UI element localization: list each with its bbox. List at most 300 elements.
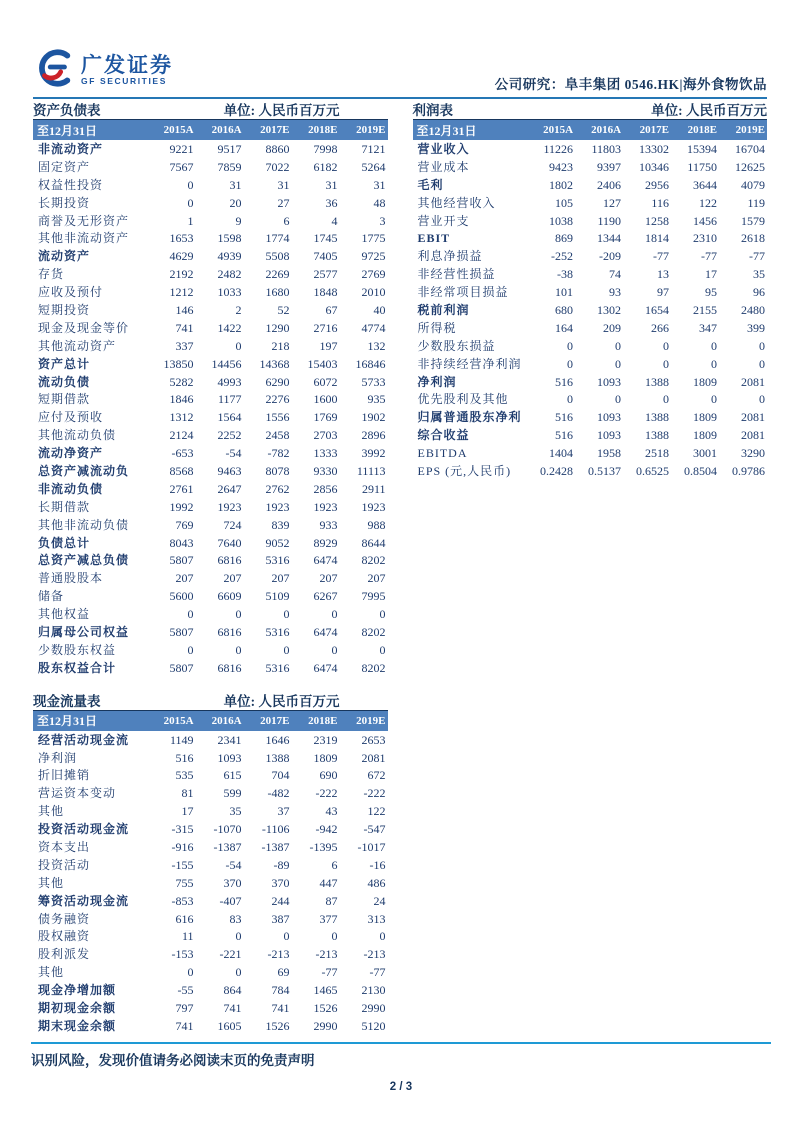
cell-value: 1190 bbox=[597, 213, 622, 228]
cell-value: 5120 bbox=[361, 1018, 386, 1033]
cell-value: 20 bbox=[229, 195, 242, 210]
cell-value: 7567 bbox=[169, 159, 194, 174]
cell-value: 2155 bbox=[692, 302, 717, 317]
cell-value: 37 bbox=[277, 804, 290, 819]
cell-value: -252 bbox=[551, 249, 574, 264]
table-row bbox=[33, 355, 388, 373]
cell-value: -55 bbox=[177, 983, 194, 998]
cell-value: -482 bbox=[267, 786, 290, 801]
row-label: 非流动负债 bbox=[38, 481, 104, 496]
cell-value: 1093 bbox=[597, 410, 622, 425]
cell-value: 377 bbox=[319, 911, 338, 926]
cell-value: 0 bbox=[615, 392, 622, 407]
cell-value: 0 bbox=[615, 356, 622, 371]
cell-value: 0 bbox=[710, 338, 717, 353]
cell-value: 2192 bbox=[169, 267, 194, 282]
cash-flow-title-bar bbox=[33, 693, 388, 711]
table-row bbox=[413, 319, 768, 337]
table-row bbox=[33, 999, 388, 1017]
cash-flow-table bbox=[33, 711, 388, 1035]
cell-value: 9423 bbox=[549, 159, 574, 174]
cell-value: 207 bbox=[319, 571, 338, 586]
table-row bbox=[33, 462, 388, 480]
cell-value: 7121 bbox=[361, 141, 386, 156]
cell-value: 8929 bbox=[313, 535, 338, 550]
cell-value: 2081 bbox=[741, 410, 765, 425]
cell-value: -942 bbox=[315, 822, 338, 837]
row-label: 其他流动资产 bbox=[38, 338, 117, 353]
table-title: 利润表 bbox=[412, 103, 453, 118]
cell-value: 347 bbox=[698, 320, 717, 335]
cell-value: 2896 bbox=[361, 428, 386, 443]
year-column-header: 2015A bbox=[148, 711, 196, 731]
row-label: 短期借款 bbox=[38, 392, 91, 407]
table-row bbox=[33, 945, 388, 963]
table-unit: 单位: 人民币百万元 bbox=[223, 693, 340, 709]
row-label: 税前利润 bbox=[417, 302, 470, 317]
cell-value: 0 bbox=[710, 392, 717, 407]
table-row bbox=[413, 229, 768, 247]
row-label: 营业收入 bbox=[417, 141, 470, 156]
cell-value: 74 bbox=[609, 267, 622, 282]
cell-value: 6 bbox=[331, 857, 338, 872]
cell-value: 2518 bbox=[644, 446, 669, 461]
cell-value: -1017 bbox=[357, 840, 386, 854]
cell-value: 1290 bbox=[265, 320, 290, 335]
cell-value: 1605 bbox=[217, 1018, 242, 1033]
cell-value: 741 bbox=[175, 1018, 194, 1033]
cell-value: 1923 bbox=[313, 499, 338, 514]
year-column-header: 2018E bbox=[291, 711, 339, 731]
cell-value: 9725 bbox=[361, 249, 386, 264]
cell-value: 1344 bbox=[597, 231, 622, 246]
cell-value: 9 bbox=[235, 213, 242, 228]
cell-value: 1775 bbox=[361, 231, 386, 246]
cell-value: -221 bbox=[219, 947, 242, 962]
row-label: 毛利 bbox=[417, 177, 444, 192]
row-label: 少数股东权益 bbox=[38, 642, 117, 657]
page-header bbox=[33, 54, 767, 94]
cell-value: 1809 bbox=[313, 750, 338, 765]
cell-value: 1038 bbox=[549, 213, 574, 228]
cell-value: 8202 bbox=[361, 553, 386, 568]
cell-value: -77 bbox=[700, 249, 717, 264]
row-label: 流动资产 bbox=[38, 249, 91, 264]
table-row bbox=[33, 623, 388, 641]
cell-value: 1422 bbox=[217, 320, 242, 335]
year-column-header: 2019E bbox=[339, 711, 387, 731]
cell-value: 9463 bbox=[217, 463, 242, 478]
row-label: 营运资本变动 bbox=[38, 786, 117, 801]
cell-value: -16 bbox=[369, 857, 386, 872]
cell-value: 0 bbox=[187, 177, 194, 192]
cell-value: 690 bbox=[319, 768, 338, 783]
cell-value: 935 bbox=[367, 392, 386, 407]
cell-value: 1774 bbox=[265, 231, 290, 246]
cell-value: -916 bbox=[171, 840, 194, 854]
income-statement-title-bar bbox=[413, 102, 768, 120]
cell-value: 535 bbox=[175, 768, 194, 783]
table-row bbox=[33, 569, 388, 587]
cell-value: 7022 bbox=[265, 159, 290, 174]
table-row bbox=[33, 265, 388, 283]
income-statement-section bbox=[413, 102, 768, 480]
cell-value: 69 bbox=[277, 965, 290, 980]
row-label: 投资活动现金流 bbox=[38, 822, 130, 837]
row-label: 权益性投资 bbox=[38, 177, 104, 192]
row-label: 流动负债 bbox=[38, 374, 91, 389]
cell-value: 0 bbox=[615, 338, 622, 353]
row-label: 综合收益 bbox=[417, 428, 470, 443]
cell-value: -153 bbox=[171, 947, 194, 962]
cell-value: -77 bbox=[749, 249, 765, 264]
cell-value: 1302 bbox=[597, 302, 622, 317]
row-label: 资本支出 bbox=[38, 840, 91, 854]
table-row bbox=[413, 158, 768, 176]
cell-value: 83 bbox=[229, 911, 242, 926]
cell-value: 6816 bbox=[217, 553, 242, 568]
cell-value: 0 bbox=[235, 929, 242, 944]
cell-value: 6474 bbox=[313, 553, 338, 568]
year-column-header: 2016A bbox=[196, 120, 244, 140]
cell-value: 516 bbox=[175, 750, 194, 765]
cell-value: 95 bbox=[704, 285, 717, 300]
cell-value: -853 bbox=[171, 893, 194, 908]
cell-value: 1456 bbox=[692, 213, 717, 228]
cell-value: 3290 bbox=[741, 446, 765, 461]
cell-value: 97 bbox=[656, 285, 669, 300]
cell-value: 9517 bbox=[217, 141, 242, 156]
year-column-header: 2016A bbox=[575, 120, 623, 140]
table-row bbox=[33, 390, 388, 408]
cell-value: 5807 bbox=[169, 624, 194, 639]
cell-value: 0 bbox=[759, 338, 765, 353]
cell-value: 12625 bbox=[735, 159, 765, 174]
cell-value: 127 bbox=[603, 195, 622, 210]
cell-value: 0 bbox=[235, 965, 242, 980]
cell-value: 207 bbox=[223, 571, 242, 586]
cell-value: 244 bbox=[271, 893, 290, 908]
gf-logo-icon bbox=[33, 47, 75, 94]
cell-value: 9052 bbox=[265, 535, 290, 550]
cell-value: 516 bbox=[555, 410, 574, 425]
cell-value: 1388 bbox=[644, 374, 669, 389]
table-row bbox=[33, 749, 388, 767]
cell-value: 1809 bbox=[692, 410, 717, 425]
row-label: 现金净增加额 bbox=[38, 983, 117, 998]
row-label: 期末现金余额 bbox=[38, 1018, 117, 1033]
table-row bbox=[33, 408, 388, 426]
cell-value: 35 bbox=[753, 267, 765, 282]
table-row bbox=[33, 229, 388, 247]
row-label: 归属普通股东净利 bbox=[417, 410, 522, 425]
cell-value: 1 bbox=[187, 213, 194, 228]
year-column-header: 2019E bbox=[339, 120, 387, 140]
table-row bbox=[33, 856, 388, 874]
row-label: 非流动资产 bbox=[38, 141, 104, 156]
cell-value: 1769 bbox=[313, 410, 338, 425]
cell-value: 87 bbox=[325, 893, 338, 908]
row-label: 普通股股本 bbox=[38, 571, 104, 586]
cell-value: 1388 bbox=[265, 750, 290, 765]
cell-value: 0 bbox=[567, 392, 574, 407]
cell-value: 1846 bbox=[169, 392, 194, 407]
cell-value: 1814 bbox=[644, 231, 669, 246]
cell-value: 1653 bbox=[169, 231, 194, 246]
table-row bbox=[413, 283, 768, 301]
cell-value: 0 bbox=[662, 392, 669, 407]
cell-value: 1809 bbox=[692, 428, 717, 443]
table-row bbox=[413, 444, 768, 462]
table-row bbox=[33, 587, 388, 605]
cell-value: 119 bbox=[747, 195, 765, 210]
row-label: 债务融资 bbox=[38, 911, 91, 926]
cell-value: 2081 bbox=[741, 428, 765, 443]
cell-value: 839 bbox=[271, 517, 290, 532]
cell-value: 486 bbox=[367, 875, 386, 890]
cell-value: 724 bbox=[223, 517, 242, 532]
cell-value: 1258 bbox=[644, 213, 669, 228]
cell-value: 615 bbox=[223, 768, 242, 783]
cell-value: 5316 bbox=[265, 660, 290, 675]
table-row bbox=[33, 605, 388, 623]
cell-value: 1809 bbox=[692, 374, 717, 389]
table-row bbox=[413, 373, 768, 391]
cell-value: 447 bbox=[319, 875, 338, 890]
cell-value: 197 bbox=[319, 338, 338, 353]
cell-value: 105 bbox=[555, 195, 574, 210]
year-column-header: 2017E bbox=[244, 711, 292, 731]
cell-value: -77 bbox=[321, 965, 338, 980]
cell-value: 4993 bbox=[217, 374, 242, 389]
cell-value: 0.2428 bbox=[540, 463, 574, 478]
gf-securities-logo bbox=[33, 47, 173, 94]
cell-value: 31 bbox=[229, 177, 242, 192]
cell-value: -54 bbox=[225, 446, 242, 461]
cell-value: 2341 bbox=[217, 732, 242, 747]
cell-value: 2319 bbox=[313, 732, 338, 747]
cell-value: 672 bbox=[367, 768, 386, 783]
table-row bbox=[33, 373, 388, 391]
table-row bbox=[33, 874, 388, 892]
cell-value: 2762 bbox=[265, 481, 290, 496]
row-label: EBIT bbox=[417, 231, 451, 246]
row-label: 其他 bbox=[38, 875, 65, 890]
table-row bbox=[413, 194, 768, 212]
balance-sheet-section bbox=[33, 102, 388, 677]
table-row bbox=[33, 802, 388, 820]
cell-value: 6267 bbox=[313, 589, 338, 604]
cell-value: 0 bbox=[235, 338, 242, 353]
cell-value: 1564 bbox=[217, 410, 242, 425]
table-row bbox=[413, 390, 768, 408]
cell-value: -782 bbox=[267, 446, 290, 461]
row-label: 其他 bbox=[38, 804, 65, 819]
cell-value: 16846 bbox=[355, 356, 386, 371]
row-label: 其他 bbox=[38, 965, 65, 980]
cell-value: 0 bbox=[235, 607, 242, 622]
cell-value: 81 bbox=[181, 786, 194, 801]
cell-value: 2577 bbox=[313, 267, 338, 282]
cell-value: 9221 bbox=[169, 141, 194, 156]
table-row bbox=[413, 176, 768, 194]
cell-value: 5733 bbox=[361, 374, 386, 389]
cell-value: 8202 bbox=[361, 660, 386, 675]
table-row bbox=[413, 140, 768, 158]
cell-value: 2081 bbox=[361, 750, 386, 765]
cell-value: 0.8504 bbox=[683, 463, 717, 478]
cell-value: 5807 bbox=[169, 660, 194, 675]
cell-value: 6816 bbox=[217, 624, 242, 639]
table-row bbox=[33, 212, 388, 230]
cell-value: 67 bbox=[325, 302, 338, 317]
cell-value: 8202 bbox=[361, 624, 386, 639]
cell-value: 2716 bbox=[313, 320, 338, 335]
cell-value: 1465 bbox=[313, 983, 338, 998]
cell-value: 9397 bbox=[597, 159, 622, 174]
year-column-header: 2016A bbox=[196, 711, 244, 731]
row-label: 固定资产 bbox=[38, 159, 91, 174]
cell-value: 11803 bbox=[591, 141, 622, 156]
cell-value: 516 bbox=[555, 428, 574, 443]
cell-value: 17 bbox=[181, 804, 194, 819]
table-row bbox=[33, 731, 388, 749]
cell-value: 0 bbox=[187, 195, 194, 210]
cell-value: 1093 bbox=[217, 750, 242, 765]
cell-value: 1923 bbox=[265, 499, 290, 514]
cell-value: 3992 bbox=[361, 446, 386, 461]
year-column-header: 2017E bbox=[623, 120, 671, 140]
cell-value: 797 bbox=[175, 1001, 194, 1016]
cell-value: 1958 bbox=[597, 446, 622, 461]
cell-value: 1526 bbox=[265, 1018, 290, 1033]
cell-value: 0.5137 bbox=[588, 463, 622, 478]
cell-value: 2276 bbox=[265, 392, 290, 407]
table-row bbox=[33, 301, 388, 319]
cell-value: 3 bbox=[379, 213, 386, 228]
row-label: 投资活动 bbox=[38, 857, 91, 872]
cell-value: 7405 bbox=[313, 249, 338, 264]
cell-value: 2990 bbox=[313, 1018, 338, 1033]
cell-value: 1388 bbox=[644, 428, 669, 443]
row-label: 其他权益 bbox=[38, 607, 91, 622]
cell-value: -213 bbox=[315, 947, 338, 962]
cell-value: 769 bbox=[175, 517, 194, 532]
table-row bbox=[33, 910, 388, 928]
cell-value: 4629 bbox=[169, 249, 194, 264]
cell-value: 741 bbox=[175, 320, 194, 335]
cell-value: -1070 bbox=[213, 822, 242, 837]
cell-value: 31 bbox=[277, 177, 290, 192]
cell-value: 6474 bbox=[313, 624, 338, 639]
table-row bbox=[33, 247, 388, 265]
cell-value: -77 bbox=[652, 249, 669, 264]
cell-value: 31 bbox=[325, 177, 338, 192]
row-label: 非经常项目损益 bbox=[417, 285, 509, 300]
row-label: 现金及现金等价 bbox=[38, 320, 130, 335]
cell-value: 2618 bbox=[741, 231, 765, 246]
table-row bbox=[413, 426, 768, 444]
row-label: 股东权益合计 bbox=[38, 660, 117, 675]
table-row bbox=[413, 301, 768, 319]
cell-value: 0 bbox=[283, 607, 290, 622]
cell-value: -54 bbox=[225, 857, 242, 872]
cell-value: 2124 bbox=[169, 428, 194, 443]
row-label: 总资产减流动负 bbox=[38, 463, 130, 478]
cell-value: 2130 bbox=[361, 983, 386, 998]
cell-value: 1093 bbox=[597, 374, 622, 389]
cell-value: 1177 bbox=[217, 392, 242, 407]
table-title: 现金流量表 bbox=[33, 693, 101, 709]
row-label: 归属母公司权益 bbox=[38, 624, 130, 639]
cell-value: 1149 bbox=[169, 732, 194, 747]
cell-value: 0.9786 bbox=[732, 463, 765, 478]
cell-value: -213 bbox=[363, 947, 386, 962]
table-unit: 单位: 人民币百万元 bbox=[223, 103, 340, 118]
table-row bbox=[33, 963, 388, 981]
cell-value: 864 bbox=[223, 983, 242, 998]
cell-value: 387 bbox=[271, 911, 290, 926]
cell-value: -213 bbox=[267, 947, 290, 962]
logo-text bbox=[81, 55, 173, 87]
cell-value: -315 bbox=[171, 822, 194, 837]
cell-value: 52 bbox=[277, 302, 290, 317]
cell-value: 16704 bbox=[735, 141, 765, 156]
cell-value: 0 bbox=[283, 929, 290, 944]
cell-value: 27 bbox=[277, 195, 290, 210]
cell-value: 11 bbox=[181, 929, 194, 944]
cell-value: -1387 bbox=[213, 840, 242, 854]
cell-value: -547 bbox=[363, 822, 386, 837]
cell-value: 207 bbox=[271, 571, 290, 586]
table-row bbox=[33, 194, 388, 212]
disclaimer-text: 识别风险，发现价值请务必阅读末页的免责声明 bbox=[31, 1053, 315, 1068]
cash-flow-section bbox=[33, 693, 388, 1035]
table-row bbox=[413, 408, 768, 426]
cell-value: 1212 bbox=[169, 285, 194, 300]
row-label: 优先股利及其他 bbox=[417, 392, 509, 407]
cell-value: 337 bbox=[175, 338, 194, 353]
row-label: 经营活动现金流 bbox=[38, 732, 130, 747]
cell-value: 0 bbox=[662, 356, 669, 371]
cell-value: 1923 bbox=[217, 499, 242, 514]
cell-value: 11750 bbox=[687, 159, 717, 174]
cell-value: 2081 bbox=[741, 374, 765, 389]
cell-value: 1902 bbox=[361, 410, 386, 425]
cell-value: 35 bbox=[229, 804, 242, 819]
cell-value: 2653 bbox=[361, 732, 386, 747]
cell-value: 2856 bbox=[313, 481, 338, 496]
cell-value: 7995 bbox=[361, 589, 386, 604]
cell-value: 2252 bbox=[217, 428, 242, 443]
cell-value: 5600 bbox=[169, 589, 194, 604]
table-row bbox=[413, 337, 768, 355]
table-unit: 单位: 人民币百万元 bbox=[651, 103, 767, 118]
row-label: 少数股东损益 bbox=[417, 338, 496, 353]
cell-value: 8568 bbox=[169, 463, 194, 478]
cell-value: 1802 bbox=[549, 177, 574, 192]
cell-value: 96 bbox=[753, 285, 765, 300]
cell-value: 7998 bbox=[313, 141, 338, 156]
table-header bbox=[33, 120, 388, 140]
row-label: 非经营性损益 bbox=[417, 267, 496, 282]
cell-value: 8078 bbox=[265, 463, 290, 478]
cell-value: 0 bbox=[759, 356, 765, 371]
cell-value: -653 bbox=[171, 446, 194, 461]
logo-name-en: GF SECURITIES bbox=[81, 75, 167, 86]
page-footer bbox=[31, 1042, 771, 1093]
cell-value: 6609 bbox=[217, 589, 242, 604]
